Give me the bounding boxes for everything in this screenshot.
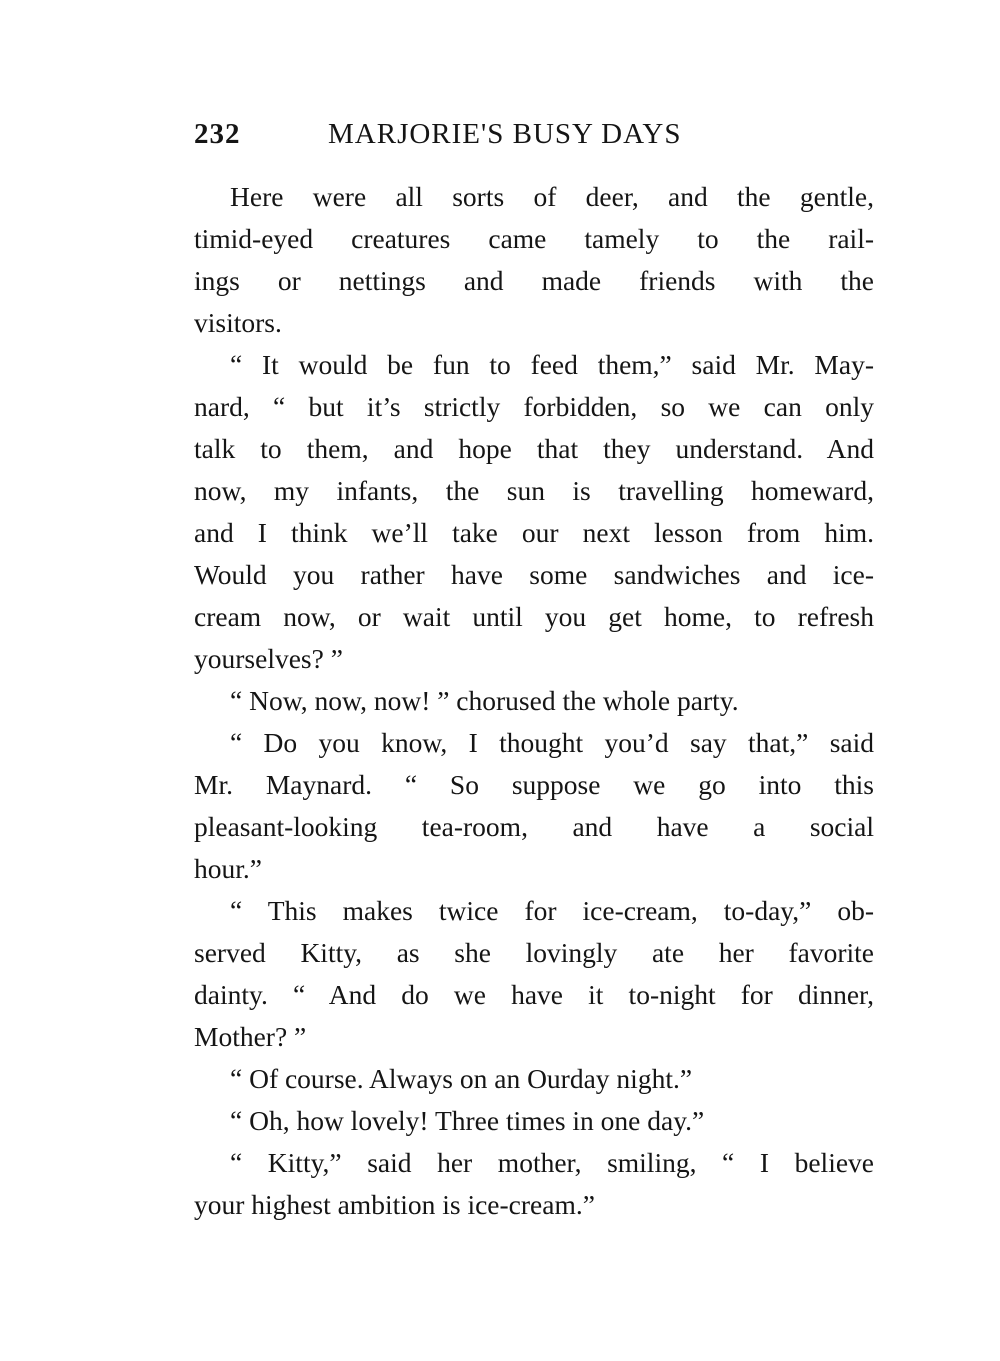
text-line: nard, “ but it’s strictly forbidden, so we can only	[194, 391, 874, 422]
running-head	[194, 118, 874, 158]
text-line: “ Oh, how lovely! Three times in one day.”	[230, 1105, 705, 1136]
text-line: your highest ambition is ice-cream.”	[194, 1189, 595, 1220]
text-line: timid-eyed creatures came tamely to the rail-	[194, 223, 874, 254]
text-line: “ Now, now, now! ” chorused the whole party.	[230, 685, 739, 716]
body-text	[194, 176, 874, 1226]
text-line: pleasant-looking tea-room, and have a social	[194, 811, 874, 842]
text-line: “ It would be fun to feed them,” said Mr. May-	[230, 349, 874, 380]
text-line: Here were all sorts of deer, and the gentle,	[230, 181, 874, 212]
text-line: and I think we’ll take our next lesson from him.	[194, 517, 874, 548]
running-title: MARJORIE'S BUSY DAYS	[328, 118, 682, 150]
text-line: served Kitty, as she lovingly ate her favorite	[194, 937, 874, 968]
text-line: “ Do you know, I thought you’d say that,” said	[230, 727, 874, 758]
text-line: Would you rather have some sandwiches and ice-	[194, 559, 874, 590]
text-line: dainty. “ And do we have it to-night for dinner,	[194, 979, 874, 1010]
text-line: talk to them, and hope that they understand. And	[194, 433, 874, 464]
text-line: “ Of course. Always on an Ourday night.”	[230, 1063, 693, 1094]
text-line: “ Kitty,” said her mother, smiling, “ I believe	[230, 1147, 874, 1178]
page-number: 232	[194, 118, 241, 150]
text-line: yourselves? ”	[194, 643, 343, 674]
text-line: Mr. Maynard. “ So suppose we go into this	[194, 769, 874, 800]
text-line: now, my infants, the sun is travelling homeward,	[194, 475, 874, 506]
text-line: cream now, or wait until you get home, to refresh	[194, 601, 874, 632]
text-line: visitors.	[194, 307, 282, 338]
text-line: “ This makes twice for ice-cream, to-day,” ob-	[230, 895, 874, 926]
text-line: Mother? ”	[194, 1021, 307, 1052]
text-line: hour.”	[194, 853, 262, 884]
text-line: ings or nettings and made friends with the	[194, 265, 874, 296]
